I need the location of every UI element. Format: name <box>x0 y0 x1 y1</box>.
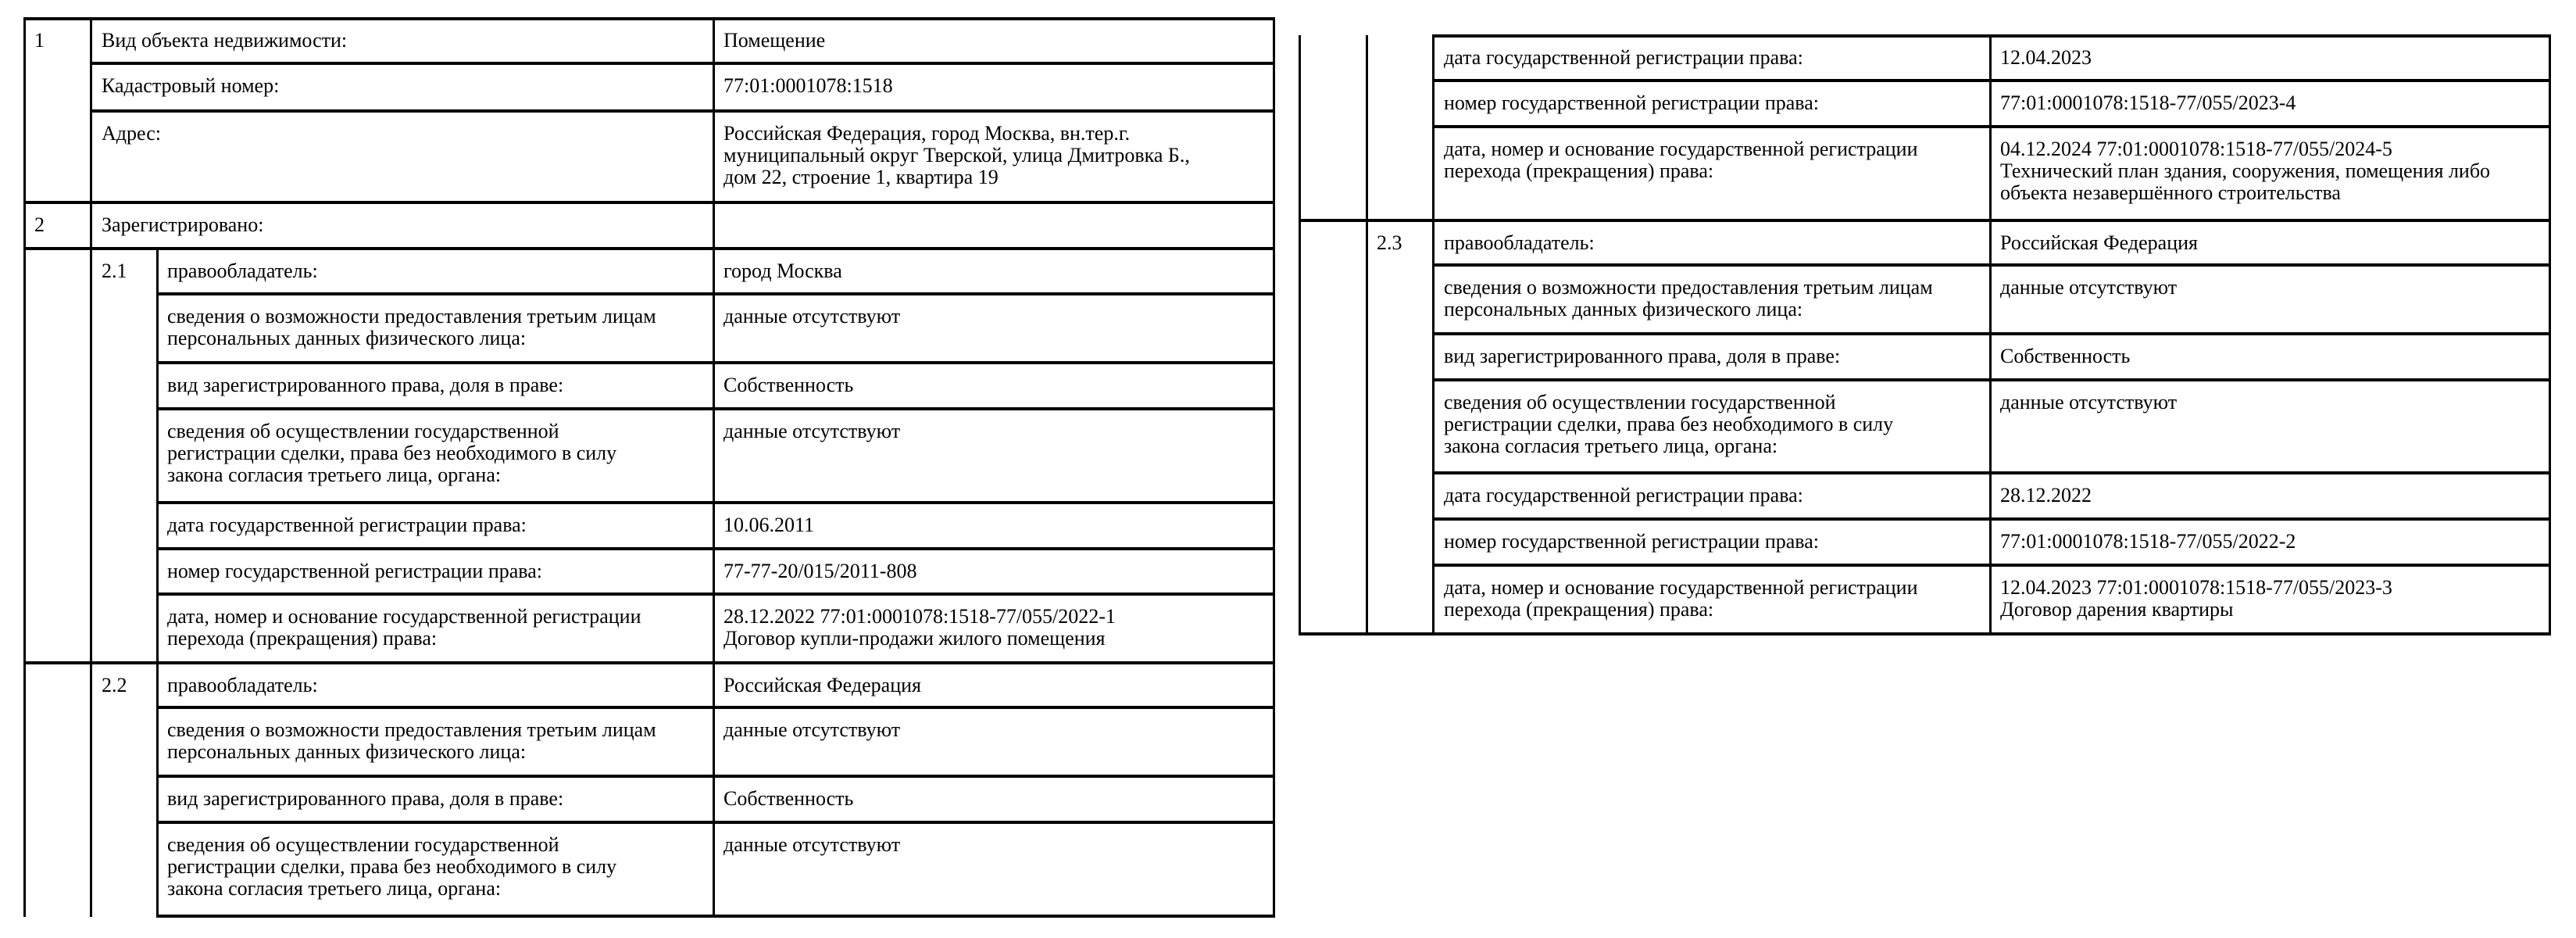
field-label-object-type: Вид объекта недвижимости: <box>102 29 348 52</box>
field-label-right-holder: правообладатель: <box>1444 231 1595 254</box>
field-label-right-holder: правообладатель: <box>167 674 318 696</box>
field-value-registration-number: 77:01:0001078:1518-77/055/2022-2 <box>2000 530 2296 553</box>
field-value-transfer-info: 04.12.2024 77:01:0001078:1518-77/055/2024-5 Технический план здания, сооружения, помещения либо объекта незавершённого строительства <box>2000 138 2491 204</box>
field-value-right-holder: город Москва <box>723 260 842 282</box>
field-label-right-type: вид зарегистрированного права, доля в праве: <box>167 374 564 396</box>
field-label-registration-number: номер государственной регистрации права: <box>1444 91 1819 114</box>
table-border <box>1299 35 1301 635</box>
field-value-consent-info: данные отсутствуют <box>2000 391 2178 414</box>
table-border <box>23 18 26 917</box>
field-value-registration-number: 77:01:0001078:1518-77/055/2023-4 <box>2000 91 2296 114</box>
field-label-registration-date: дата государственной регистрации права: <box>1444 46 1803 69</box>
field-value-right-holder: Российская Федерация <box>2000 231 2198 254</box>
field-label-personal-data: сведения о возможности предоставления третьим лицам персональных данных физического лица: <box>167 305 656 349</box>
field-label-registration-date: дата государственной регистрации права: <box>1444 484 1803 507</box>
field-value-right-holder: Российская Федерация <box>723 674 921 696</box>
field-value-transfer-info: 12.04.2023 77:01:0001078:1518-77/055/2023-3 Договор дарения квартиры <box>2000 576 2392 621</box>
field-value-right-type: Собственность <box>2000 345 2131 367</box>
group-number: 2.1 <box>102 260 127 282</box>
field-label-registration-number: номер государственной регистрации права: <box>1444 530 1819 553</box>
table-border <box>1273 18 1275 917</box>
field-label-personal-data: сведения о возможности предоставления третьим лицам персональных данных физического лица: <box>167 718 656 763</box>
field-value-address: Российская Федерация, город Москва, вн.тер.г. муниципальный округ Тверской, улица Дмитровка Б., дом 22, строение 1, квартира 19 <box>723 122 1190 188</box>
field-label-transfer-info: дата, номер и основание государственной регистрации перехода (прекращения) права: <box>1444 138 1918 182</box>
field-label-registration-number: номер государственной регистрации права: <box>167 560 542 582</box>
field-value-consent-info: данные отсутствуют <box>723 420 901 442</box>
field-label-personal-data: сведения о возможности предоставления третьим лицам персональных данных физического лица: <box>1444 276 1933 320</box>
table-border <box>90 18 92 917</box>
section-number: 1 <box>34 29 45 52</box>
field-value-registration-date: 12.04.2023 <box>2000 46 2092 69</box>
field-value-personal-data: данные отсутствуют <box>723 305 901 328</box>
field-label-right-type: вид зарегистрированного права, доля в праве: <box>1444 345 1841 367</box>
field-value-registration-date: 28.12.2022 <box>2000 484 2092 507</box>
field-label-transfer-info: дата, номер и основание государственной регистрации перехода (прекращения) права: <box>167 605 641 650</box>
field-label-right-holder: правообладатель: <box>167 260 318 282</box>
field-value-personal-data: данные отсутствуют <box>723 718 901 741</box>
field-value-right-type: Собственность <box>723 787 854 810</box>
field-label-right-type: вид зарегистрированного права, доля в праве: <box>167 787 564 810</box>
field-label-consent-info: сведения об осуществлении государственной регистрации сделки, права без необходимого в силу закона согласия третьего лица, органа: <box>167 420 617 486</box>
field-label-consent-info: сведения об осуществлении государственной регистрации сделки, права без необходимого в силу закона согласия третьего лица, органа: <box>167 833 617 900</box>
field-value-consent-info: данные отсутствуют <box>723 833 901 856</box>
field-label-registered: Зарегистрировано: <box>102 213 264 236</box>
field-value-cadastral-number: 77:01:0001078:1518 <box>723 74 893 97</box>
field-value-registration-date: 10.06.2011 <box>723 514 815 536</box>
table-border <box>1299 632 2551 635</box>
field-value-right-type: Собственность <box>723 374 854 396</box>
field-label-consent-info: сведения об осуществлении государственной регистрации сделки, права без необходимого в силу закона согласия третьего лица, органа: <box>1444 391 1894 457</box>
field-value-personal-data: данные отсутствуют <box>2000 276 2178 299</box>
field-label-transfer-info: дата, номер и основание государственной регистрации перехода (прекращения) права: <box>1444 576 1918 621</box>
field-label-registration-date: дата государственной регистрации права: <box>167 514 527 536</box>
section-number: 2 <box>34 213 45 236</box>
field-value-registration-number: 77-77-20/015/2011-808 <box>723 560 917 582</box>
table-border <box>1366 35 1368 635</box>
table-border <box>156 249 159 917</box>
group-number: 2.2 <box>102 674 127 696</box>
field-value-transfer-info: 28.12.2022 77:01:0001078:1518-77/055/2022-1 Договор купли-продажи жилого помещения <box>723 605 1116 650</box>
table-border <box>156 915 1275 918</box>
field-value-object-type: Помещение <box>723 29 826 52</box>
group-number: 2.3 <box>1377 231 1402 254</box>
field-label-cadastral-number: Кадастровый номер: <box>102 74 280 97</box>
field-label-address: Адрес: <box>102 122 161 145</box>
